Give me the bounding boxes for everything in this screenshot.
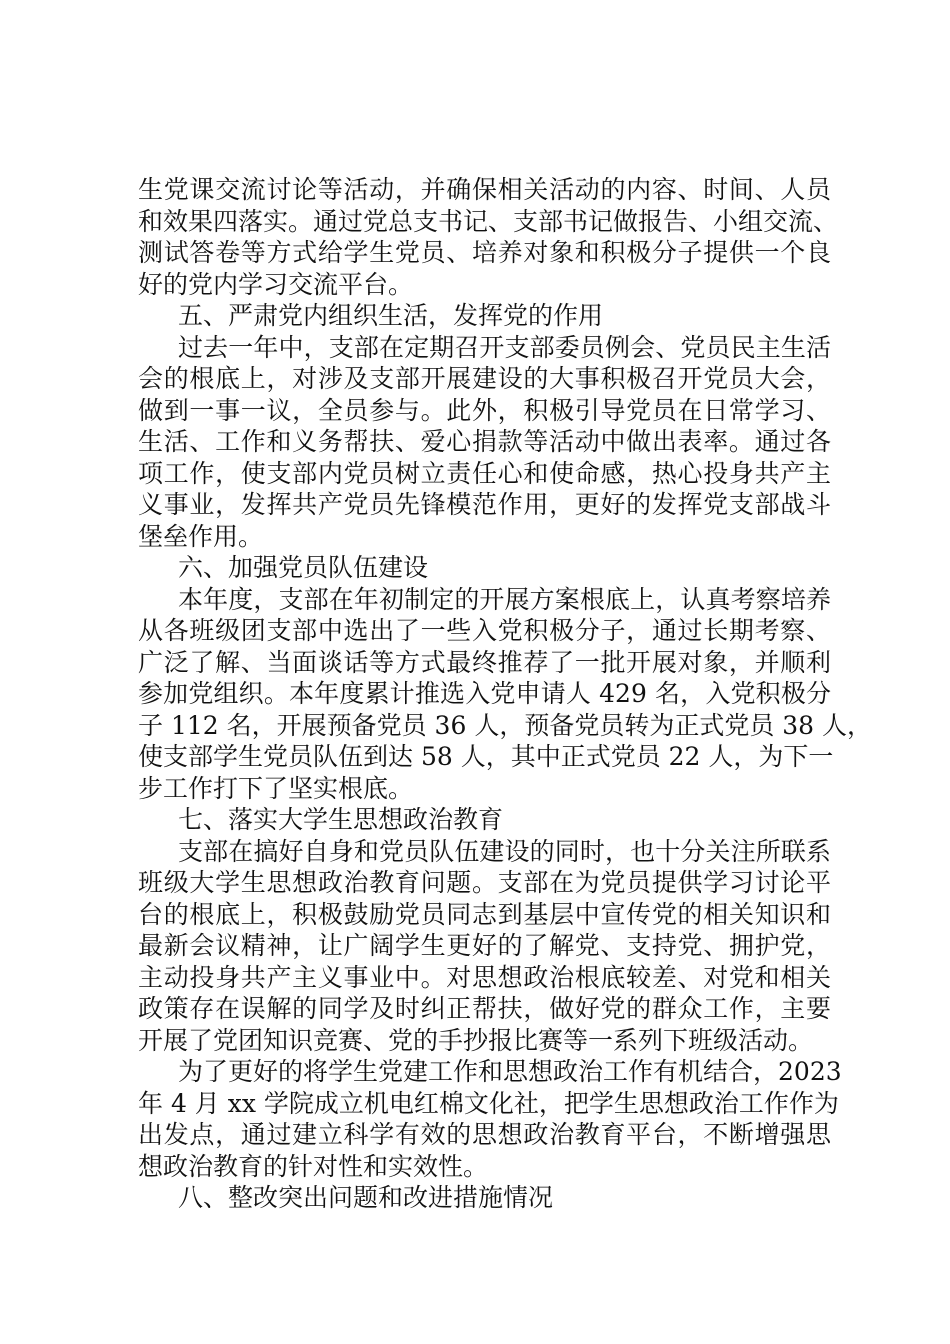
- text-line: 做到一事一议，全员参与。此外，积极引导党员在日常学习、: [138, 395, 831, 425]
- text-line: 八、整改突出问题和改进措施情况: [178, 1183, 554, 1212]
- text-line: 堡垒作用。: [138, 521, 264, 551]
- text-line: 七、落实大学生思想政治教育: [178, 805, 504, 834]
- text-line: 步工作打下了坚实根底。: [138, 773, 414, 803]
- paragraph: [138, 584, 873, 805]
- text-line: 五、严肃党内组织生活，发挥党的作用: [178, 301, 604, 330]
- paragraph: [138, 1056, 842, 1182]
- text-line: 会的根底上，对涉及支部开展建设的大事积极召开党员大会，: [138, 364, 831, 393]
- document-page: [138, 174, 873, 1214]
- text-line: 想政治教育的针对性和实效性。: [138, 1151, 489, 1181]
- section-heading: [138, 804, 831, 836]
- text-line: 好的党内学习交流平台。: [138, 269, 414, 299]
- text-line: 生党课交流讨论等活动，并确保相关活动的内容、时间、人员: [138, 175, 831, 204]
- paragraph: [138, 174, 839, 300]
- text-line: 台的根底上，积极鼓励党员同志到基层中宣传党的相关知识和: [138, 899, 831, 929]
- text-line: 开展了党团知识竞赛、党的手抄报比赛等一系列下班级活动。: [138, 1025, 814, 1055]
- text-line: 六、加强党员队伍建设: [178, 553, 429, 582]
- section-heading: [138, 552, 831, 584]
- text-line: 使支部学生党员队伍到达 58 人，其中正式党员 22 人，为下一: [138, 742, 834, 771]
- text-line: 项工作，使支部内党员树立责任心和使命感，热心投身共产主: [138, 458, 831, 488]
- text-line: 班级大学生思想政治教育问题。支部在为党员提供学习讨论平: [138, 868, 831, 897]
- text-line: 年 4 月 xx 学院成立机电红棉文化社，把学生思想政治工作作为: [138, 1088, 839, 1118]
- text-line: 支部在搞好自身和党员队伍建设的同时，也十分关注所联系: [178, 836, 831, 866]
- text-line: 政策存在误解的同学及时纠正帮扶，做好党的群众工作，主要: [138, 994, 831, 1023]
- text-line: 主动投身共产主义事业中。对思想政治根底较差、对党和相关: [138, 962, 831, 992]
- paragraph: [138, 332, 831, 553]
- text-line: 从各班级团支部中选出了一些入党积极分子，通过长期考察、: [138, 616, 831, 645]
- paragraph: [138, 836, 831, 1057]
- section-heading: [138, 300, 831, 332]
- text-line: 出发点，通过建立科学有效的思想政治教育平台，不断增强思: [138, 1120, 831, 1149]
- section-heading: [138, 1182, 831, 1214]
- text-line: 过去一年中，支部在定期召开支部委员例会、党员民主生活: [178, 332, 831, 362]
- text-line: 测试答卷等方式给学生党员、培养对象和积极分子提供一个良: [138, 238, 831, 267]
- text-line: 广泛了解、当面谈话等方式最终推荐了一批开展对象，并顺利: [138, 647, 831, 677]
- text-line: 义事业，发挥共产党员先锋模范作用，更好的发挥党支部战斗: [138, 490, 831, 519]
- text-line: 本年度，支部在年初制定的开展方案根底上，认真考察培养: [178, 584, 831, 614]
- text-line: 和效果四落实。通过党总支书记、支部书记做报告、小组交流、: [138, 206, 839, 236]
- text-line: 为了更好的将学生党建工作和思想政治工作有机结合，2023: [178, 1057, 842, 1086]
- text-line: 子 112 名，开展预备党员 36 人，预备党员转为正式党员 38 人，: [138, 710, 873, 740]
- text-line: 最新会议精神，让广阔学生更好的了解党、支持党、拥护党，: [138, 931, 831, 960]
- text-line: 生活、工作和义务帮扶、爱心捐款等活动中做出表率。通过各: [138, 427, 831, 456]
- text-line: 参加党组织。本年度累计推选入党申请人 429 名，入党积极分: [138, 679, 831, 708]
